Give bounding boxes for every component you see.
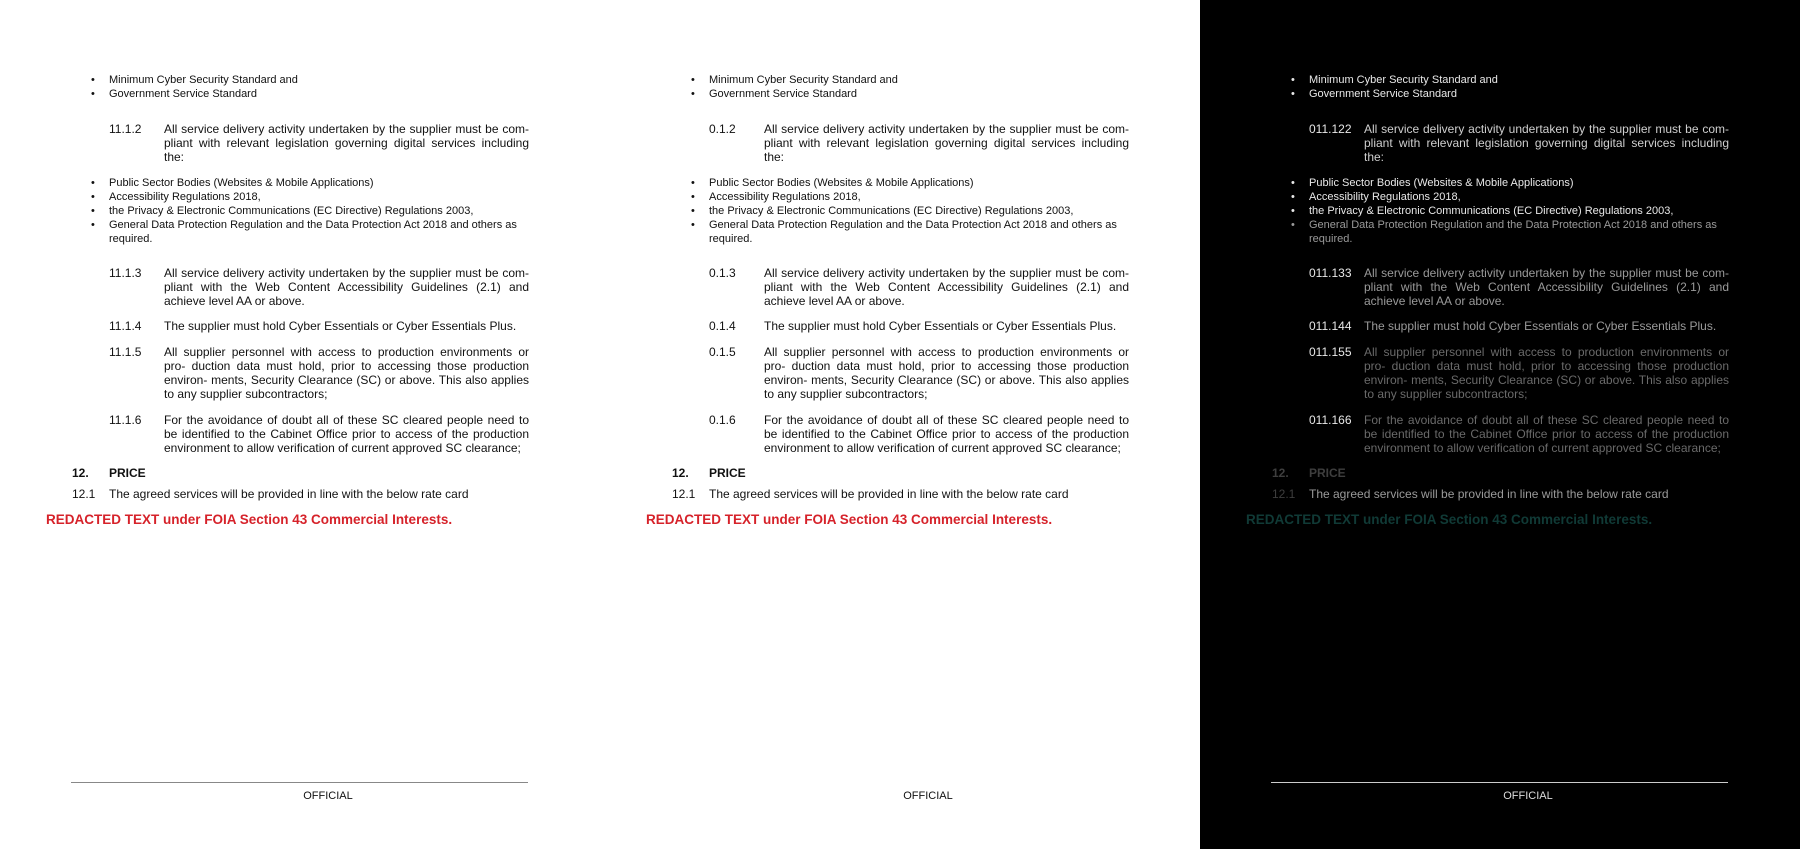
mid-bullet-item: General Data Protection Regulation and the Data Protection Act 2018 and others as required. bbox=[109, 219, 517, 245]
section-number: 011.133 bbox=[1309, 266, 1352, 280]
clause-text: The agreed services will be provided in line with the below rate card bbox=[709, 487, 1069, 501]
bullet-marker: • bbox=[1291, 74, 1295, 86]
top-bullet-item: Minimum Cyber Security Standard and bbox=[109, 74, 298, 86]
top-bullet-item: Minimum Cyber Security Standard and bbox=[1309, 74, 1498, 86]
footer-label: OFFICIAL bbox=[303, 790, 353, 802]
mid-bullet-item: Public Sector Bodies (Websites & Mobile Applications) bbox=[1309, 177, 1574, 189]
mid-bullet-item: Accessibility Regulations 2018, bbox=[1309, 191, 1461, 203]
section-number: 011.122 bbox=[1309, 122, 1352, 136]
section-text: All supplier personnel with access to production environments or pro- duction data must hold, prior to accessing those production environ- ments, Security Clearance (SC) or above. This also applies to any supplier subcontractors; bbox=[164, 345, 529, 401]
bullet-marker: • bbox=[1291, 177, 1295, 189]
section-number: 0.1.6 bbox=[709, 413, 736, 427]
top-bullet-item: Minimum Cyber Security Standard and bbox=[709, 74, 898, 86]
bullet-marker: • bbox=[91, 191, 95, 203]
mid-bullet-item: Accessibility Regulations 2018, bbox=[709, 191, 861, 203]
page-2 bbox=[600, 0, 1200, 849]
section-number: 011.166 bbox=[1309, 413, 1352, 427]
heading-number: 12. bbox=[672, 466, 689, 480]
section-number: 11.1.3 bbox=[109, 266, 142, 280]
bullet-marker: • bbox=[691, 191, 695, 203]
mid-bullet-item: the Privacy & Electronic Communications (EC Directive) Regulations 2003, bbox=[109, 205, 474, 217]
redacted-notice: REDACTED TEXT under FOIA Section 43 Commercial Interests. bbox=[646, 512, 1053, 527]
section-text: All service delivery activity undertaken by the supplier must be com- pliant with relevant legislation governing digital services including the: bbox=[164, 122, 529, 164]
section-text: All service delivery activity undertaken by the supplier must be com- pliant with the Web Content Accessibility Guidelines (2.1) and achieve level AA or above. bbox=[164, 266, 529, 308]
bullet-marker: • bbox=[91, 88, 95, 100]
top-bullet-item: Government Service Standard bbox=[1309, 88, 1457, 100]
clause-number: 12.1 bbox=[672, 487, 696, 501]
bullet-marker: • bbox=[691, 205, 695, 217]
bullet-marker: • bbox=[91, 74, 95, 86]
section-text: All supplier personnel with access to production environments or pro- duction data must hold, prior to accessing those production environ- ments, Security Clearance (SC) or above. This also applies to any supplier subcontractors; bbox=[1364, 345, 1729, 401]
section-text: All service delivery activity undertaken by the supplier must be com- pliant with the Web Content Accessibility Guidelines (2.1) and achieve level AA or above. bbox=[764, 266, 1129, 308]
section-number: 0.1.3 bbox=[709, 266, 736, 280]
section-text: All service delivery activity undertaken by the supplier must be com- pliant with the Web Content Accessibility Guidelines (2.1) and achieve level AA or above. bbox=[1364, 266, 1729, 308]
section-number: 11.1.5 bbox=[109, 345, 142, 359]
mid-bullet-item: General Data Protection Regulation and the Data Protection Act 2018 and others as required. bbox=[709, 219, 1117, 245]
section-number: 11.1.6 bbox=[109, 413, 142, 427]
footer-label: OFFICIAL bbox=[903, 790, 953, 802]
footer-rule bbox=[1271, 782, 1728, 783]
heading-price: PRICE bbox=[709, 466, 746, 480]
section-text: For the avoidance of doubt all of these SC cleared people need to be identified to the Cabinet Office prior to access of the production environment to allow verification of current approved SC clearance; bbox=[764, 413, 1129, 455]
section-number: 011.155 bbox=[1309, 345, 1352, 359]
section-number: 11.1.4 bbox=[109, 319, 142, 333]
heading-price: PRICE bbox=[109, 466, 146, 480]
mid-bullet-item: Public Sector Bodies (Websites & Mobile Applications) bbox=[109, 177, 374, 189]
bullet-marker: • bbox=[1291, 205, 1295, 217]
section-text: All service delivery activity undertaken by the supplier must be com- pliant with relevant legislation governing digital services including the: bbox=[1364, 122, 1729, 164]
redacted-notice: REDACTED TEXT under FOIA Section 43 Commercial Interests. bbox=[46, 512, 453, 527]
section-number: 011.144 bbox=[1309, 319, 1352, 333]
clause-text: The agreed services will be provided in line with the below rate card bbox=[109, 487, 469, 501]
section-number: 0.1.4 bbox=[709, 319, 736, 333]
clause-number: 12.1 bbox=[72, 487, 96, 501]
top-bullet-item: Government Service Standard bbox=[709, 88, 857, 100]
mid-bullet-item: the Privacy & Electronic Communications (EC Directive) Regulations 2003, bbox=[709, 205, 1074, 217]
section-number: 11.1.2 bbox=[109, 122, 142, 136]
bullet-marker: • bbox=[91, 177, 95, 189]
clause-text: The agreed services will be provided in line with the below rate card bbox=[1309, 487, 1669, 501]
clause-number: 12.1 bbox=[1272, 487, 1296, 501]
bullet-marker: • bbox=[1291, 191, 1295, 203]
top-bullet-item: Government Service Standard bbox=[109, 88, 257, 100]
bullet-marker: • bbox=[1291, 219, 1295, 231]
bullet-marker: • bbox=[691, 74, 695, 86]
heading-number: 12. bbox=[1272, 466, 1289, 480]
heading-price: PRICE bbox=[1309, 466, 1346, 480]
section-text: The supplier must hold Cyber Essentials or Cyber Essentials Plus. bbox=[764, 319, 1117, 333]
bullet-marker: • bbox=[691, 219, 695, 231]
bullet-marker: • bbox=[691, 88, 695, 100]
section-text: For the avoidance of doubt all of these SC cleared people need to be identified to the Cabinet Office prior to access of the production environment to allow verification of current approved SC clearance; bbox=[164, 413, 529, 455]
section-text: All supplier personnel with access to production environments or pro- duction data must hold, prior to accessing those production environ- ments, Security Clearance (SC) or above. This also applies to any supplier subcontractors; bbox=[764, 345, 1129, 401]
section-number: 0.1.2 bbox=[709, 122, 736, 136]
bullet-marker: • bbox=[91, 219, 95, 231]
mid-bullet-item: the Privacy & Electronic Communications (EC Directive) Regulations 2003, bbox=[1309, 205, 1674, 217]
bullet-marker: • bbox=[1291, 88, 1295, 100]
section-number: 0.1.5 bbox=[709, 345, 736, 359]
section-text: All service delivery activity undertaken by the supplier must be com- pliant with relevant legislation governing digital services including the: bbox=[764, 122, 1129, 164]
redacted-notice: REDACTED TEXT under FOIA Section 43 Commercial Interests. bbox=[1246, 512, 1653, 527]
heading-number: 12. bbox=[72, 466, 89, 480]
page-1 bbox=[0, 0, 600, 849]
bullet-marker: • bbox=[691, 177, 695, 189]
mid-bullet-item: General Data Protection Regulation and the Data Protection Act 2018 and others as required. bbox=[1309, 219, 1717, 245]
mid-bullet-item: Public Sector Bodies (Websites & Mobile Applications) bbox=[709, 177, 974, 189]
page-3-negative bbox=[1200, 0, 1800, 849]
footer-rule bbox=[71, 782, 528, 783]
section-text: The supplier must hold Cyber Essentials or Cyber Essentials Plus. bbox=[1364, 319, 1717, 333]
bullet-marker: • bbox=[91, 205, 95, 217]
footer-label: OFFICIAL bbox=[1503, 790, 1553, 802]
mid-bullet-item: Accessibility Regulations 2018, bbox=[109, 191, 261, 203]
section-text: For the avoidance of doubt all of these SC cleared people need to be identified to the Cabinet Office prior to access of the production environment to allow verification of current approved SC clearance; bbox=[1364, 413, 1729, 455]
section-text: The supplier must hold Cyber Essentials or Cyber Essentials Plus. bbox=[164, 319, 517, 333]
